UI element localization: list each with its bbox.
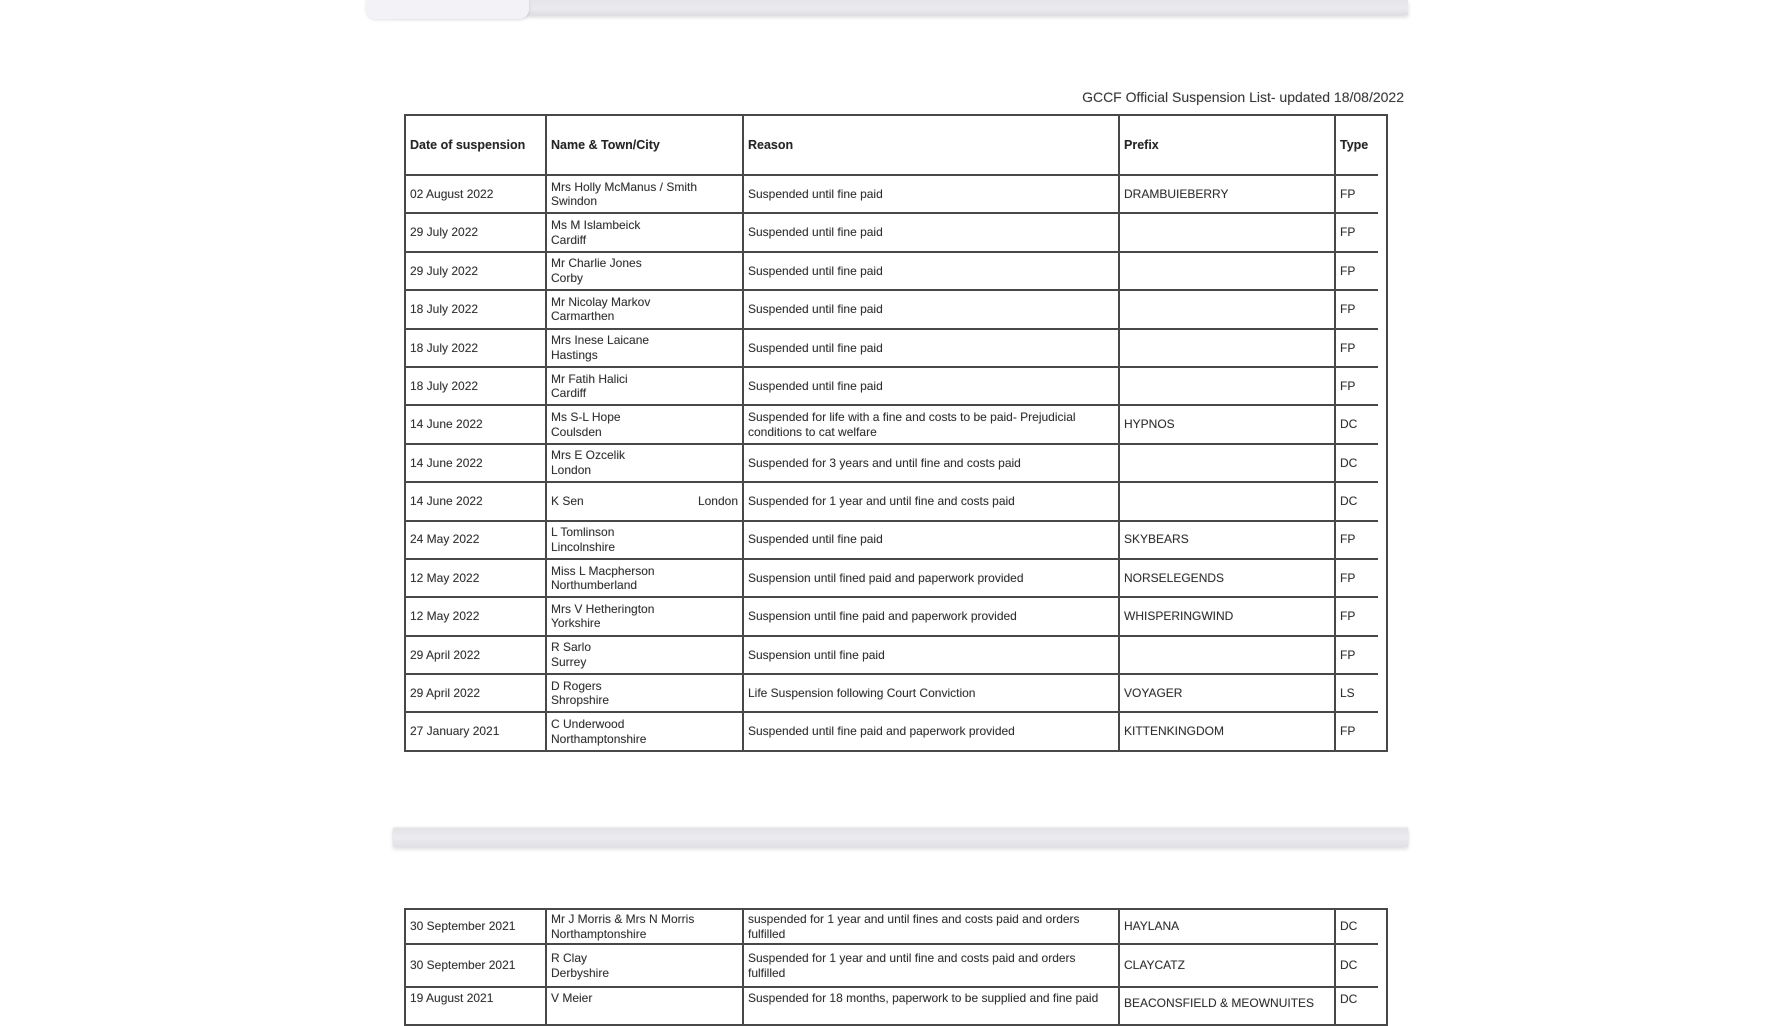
cell-prefix bbox=[1120, 366, 1336, 404]
cell-reason: Suspension until fine paid and paperwork provided bbox=[744, 596, 1120, 634]
cell-reason: Suspended until fine paid bbox=[744, 520, 1120, 558]
cell-reason: Suspended for 1 year and until fine and costs paid bbox=[744, 481, 1120, 519]
cell-date-of-suspension: 29 April 2022 bbox=[406, 673, 547, 711]
table-row bbox=[406, 673, 1386, 711]
document-title: GCCF Official Suspension List- updated 18/08/2022 bbox=[1082, 89, 1404, 105]
person-name: Mr Charlie Jones bbox=[551, 256, 642, 271]
town-city: Hastings bbox=[551, 347, 598, 362]
person-name: Mrs Inese Laicane bbox=[551, 333, 650, 348]
cell-date-of-suspension: 30 September 2021 bbox=[406, 943, 547, 986]
town-city: Swindon bbox=[551, 194, 598, 209]
town-city: Cardiff bbox=[551, 386, 587, 401]
cell-type: FP bbox=[1336, 520, 1378, 558]
town-city: Carmarthen bbox=[551, 309, 615, 324]
header-date-of-suspension: Date of suspension bbox=[406, 116, 547, 174]
cell-type: FP bbox=[1336, 366, 1378, 404]
table-row bbox=[406, 986, 1386, 1024]
table-row bbox=[406, 366, 1386, 404]
cell-prefix bbox=[1120, 443, 1336, 481]
person-name: Miss L Macpherson bbox=[551, 563, 655, 578]
town-city: Northamptonshire bbox=[551, 926, 647, 941]
cell-type: FP bbox=[1336, 711, 1378, 749]
table-row bbox=[406, 212, 1386, 250]
person-name: Mrs Holly McManus / Smith bbox=[551, 179, 698, 194]
cell-name-town bbox=[547, 520, 744, 558]
cell-name-town bbox=[547, 366, 744, 404]
cell-reason: Suspended until fine paid bbox=[744, 174, 1120, 212]
town-city: Coulsden bbox=[551, 424, 602, 439]
cell-reason: Suspension until fined paid and paperwork provided bbox=[744, 558, 1120, 596]
cell-date-of-suspension: 12 May 2022 bbox=[406, 596, 547, 634]
cell-date-of-suspension: 29 July 2022 bbox=[406, 212, 547, 250]
cell-reason: Suspended until fine paid bbox=[744, 366, 1120, 404]
cell-type: DC bbox=[1340, 919, 1358, 934]
cell-reason: Suspended until fine paid bbox=[744, 251, 1120, 289]
town-city: Shropshire bbox=[551, 693, 610, 708]
town-city: Corby bbox=[551, 270, 584, 285]
cell-name-town bbox=[547, 596, 744, 634]
table-row bbox=[406, 251, 1386, 289]
cell-name-town bbox=[547, 404, 744, 442]
cell-prefix: CLAYCATZ bbox=[1120, 943, 1336, 986]
header-reason: Reason bbox=[744, 116, 1120, 174]
cell-name-town bbox=[547, 212, 744, 250]
person-name: Ms S-L Hope bbox=[551, 410, 621, 425]
cell-date-of-suspension: 29 April 2022 bbox=[406, 635, 547, 673]
town-city: London bbox=[551, 462, 592, 477]
cell-reason: Suspension until fine paid bbox=[744, 635, 1120, 673]
cell-date-of-suspension: 27 January 2021 bbox=[406, 711, 547, 749]
cell-prefix: VOYAGER bbox=[1120, 673, 1336, 711]
table-row bbox=[406, 481, 1386, 519]
table-row bbox=[406, 943, 1386, 986]
cell-prefix: DRAMBUIEBERRY bbox=[1120, 174, 1336, 212]
cell-reason: Suspended for 18 months, paperwork to be supplied and fine paid bbox=[744, 986, 1120, 1024]
table-row bbox=[406, 520, 1386, 558]
person-name: L Tomlinson bbox=[551, 525, 615, 540]
table-row bbox=[406, 404, 1386, 442]
cell-prefix bbox=[1120, 328, 1336, 366]
cell-type: FP bbox=[1336, 328, 1378, 366]
cell-prefix bbox=[1120, 289, 1336, 327]
cell-date-of-suspension: 24 May 2022 bbox=[406, 520, 547, 558]
cell-date-of-suspension: 02 August 2022 bbox=[406, 174, 547, 212]
person-name: Mrs V Hetherington bbox=[551, 601, 655, 616]
cell-reason: Suspended until fine paid bbox=[744, 212, 1120, 250]
town-city: Cardiff bbox=[551, 232, 587, 247]
cell-reason: Suspended until fine paid bbox=[744, 289, 1120, 327]
table-row bbox=[406, 596, 1386, 634]
cell-reason: Suspended for 3 years and until fine and costs paid bbox=[744, 443, 1120, 481]
cell-name-town bbox=[547, 910, 744, 943]
cell-type: FP bbox=[1336, 174, 1378, 212]
town-city: Yorkshire bbox=[551, 616, 601, 631]
cell-date-of-suspension: 14 June 2022 bbox=[406, 443, 547, 481]
town-city: Derbyshire bbox=[551, 965, 610, 980]
town-city: London bbox=[697, 494, 738, 509]
town-city: Northumberland bbox=[551, 578, 638, 593]
cell-reason: Suspended until fine paid and paperwork provided bbox=[744, 711, 1120, 749]
cell-reason: Life Suspension following Court Conviction bbox=[744, 673, 1120, 711]
cell-name-town bbox=[547, 673, 744, 711]
cell-name-town bbox=[547, 558, 744, 596]
table-row bbox=[406, 635, 1386, 673]
table-row bbox=[406, 910, 1386, 943]
person-name: Mr Nicolay Markov bbox=[551, 294, 651, 309]
cell-date-of-suspension: 18 July 2022 bbox=[406, 366, 547, 404]
cell-name-town bbox=[547, 174, 744, 212]
table-row bbox=[406, 174, 1386, 212]
table-header-row bbox=[406, 116, 1386, 174]
town-city: Lincolnshire bbox=[551, 539, 616, 554]
person-name: R Clay bbox=[551, 951, 588, 965]
cell-date-of-suspension: 14 June 2022 bbox=[406, 481, 547, 519]
table-row bbox=[406, 558, 1386, 596]
cell-type: FP bbox=[1336, 251, 1378, 289]
header-type: Type bbox=[1340, 137, 1369, 152]
cell-type: DC bbox=[1336, 443, 1378, 481]
cell-prefix bbox=[1120, 251, 1336, 289]
page-break bbox=[393, 828, 1408, 847]
person-name: C Underwood bbox=[551, 717, 625, 732]
cell-prefix bbox=[1120, 635, 1336, 673]
cell-date-of-suspension: 14 June 2022 bbox=[406, 404, 547, 442]
cell-name-town bbox=[547, 443, 744, 481]
cell-name-town bbox=[547, 289, 744, 327]
cell-type: DC bbox=[1336, 986, 1378, 1024]
cell-type: FP bbox=[1336, 212, 1378, 250]
table-row bbox=[406, 289, 1386, 327]
person-name: Mr Fatih Halici bbox=[551, 371, 628, 386]
table-row bbox=[406, 328, 1386, 366]
cell-type: FP bbox=[1336, 635, 1378, 673]
table-row bbox=[406, 443, 1386, 481]
cell-prefix: HAYLANA bbox=[1120, 910, 1336, 943]
cell-prefix: SKYBEARS bbox=[1120, 520, 1336, 558]
cell-prefix: NORSELEGENDS bbox=[1120, 558, 1336, 596]
town-city: Surrey bbox=[551, 654, 587, 669]
cell-type: FP bbox=[1336, 596, 1378, 634]
cell-prefix: WHISPERINGWIND bbox=[1120, 596, 1336, 634]
table-row bbox=[406, 711, 1386, 749]
cell-date-of-suspension: 30 September 2021 bbox=[406, 910, 547, 943]
cell-type: LS bbox=[1336, 673, 1378, 711]
person-name: Ms M Islambeick bbox=[551, 218, 641, 233]
person-name: R Sarlo bbox=[551, 640, 592, 655]
cell-type: FP bbox=[1336, 558, 1378, 596]
page-gap-top bbox=[393, 0, 1408, 15]
cell-name-town bbox=[547, 986, 744, 1024]
suspension-table-page2 bbox=[404, 908, 1388, 1026]
cell-date-of-suspension: 18 July 2022 bbox=[406, 328, 547, 366]
cell-name-town bbox=[547, 943, 744, 986]
header-name-town-city: Name & Town/City bbox=[547, 116, 744, 174]
cell-date-of-suspension: 29 July 2022 bbox=[406, 251, 547, 289]
cell-type: FP bbox=[1336, 289, 1378, 327]
cell-name-town bbox=[547, 328, 744, 366]
cell-type: DC bbox=[1336, 943, 1378, 986]
cell-reason: Suspended until fine paid bbox=[744, 328, 1120, 366]
cell-prefix: HYPNOS bbox=[1120, 404, 1336, 442]
cell-date-of-suspension: 12 May 2022 bbox=[406, 558, 547, 596]
scroll-tab bbox=[366, 0, 529, 19]
cell-type: DC bbox=[1336, 481, 1378, 519]
person-name: Mrs E Ozcelik bbox=[551, 448, 626, 463]
cell-date-of-suspension: 18 July 2022 bbox=[406, 289, 547, 327]
town-city: Northamptonshire bbox=[551, 731, 647, 746]
cell-type: DC bbox=[1336, 404, 1378, 442]
cell-prefix bbox=[1120, 212, 1336, 250]
person-name: V Meier bbox=[551, 991, 593, 1005]
person-name: D Rogers bbox=[551, 678, 602, 693]
cell-reason: Suspended for 1 year and until fine and costs paid and orders fulfilled bbox=[744, 943, 1120, 986]
cell-name-town bbox=[547, 251, 744, 289]
person-name: Mr J Morris & Mrs N Morris bbox=[551, 912, 695, 926]
cell-reason: Suspended for life with a fine and costs to be paid- Prejudicial conditions to cat welfare bbox=[744, 404, 1120, 442]
cell-prefix: BEACONSFIELD & MEOWNUITES bbox=[1120, 986, 1336, 1024]
cell-prefix: KITTENKINGDOM bbox=[1120, 711, 1336, 749]
cell-reason: suspended for 1 year and until fines and costs paid and orders fulfilled bbox=[744, 910, 1120, 943]
cell-name-town bbox=[547, 711, 744, 749]
cell-date-of-suspension: 19 August 2021 bbox=[406, 986, 547, 1024]
cell-prefix bbox=[1120, 481, 1336, 519]
person-name: K Sen bbox=[551, 494, 584, 509]
cell-name-town bbox=[547, 481, 744, 519]
suspension-table-page1 bbox=[404, 114, 1388, 752]
cell-name-town bbox=[547, 635, 744, 673]
header-prefix: Prefix bbox=[1120, 116, 1336, 174]
